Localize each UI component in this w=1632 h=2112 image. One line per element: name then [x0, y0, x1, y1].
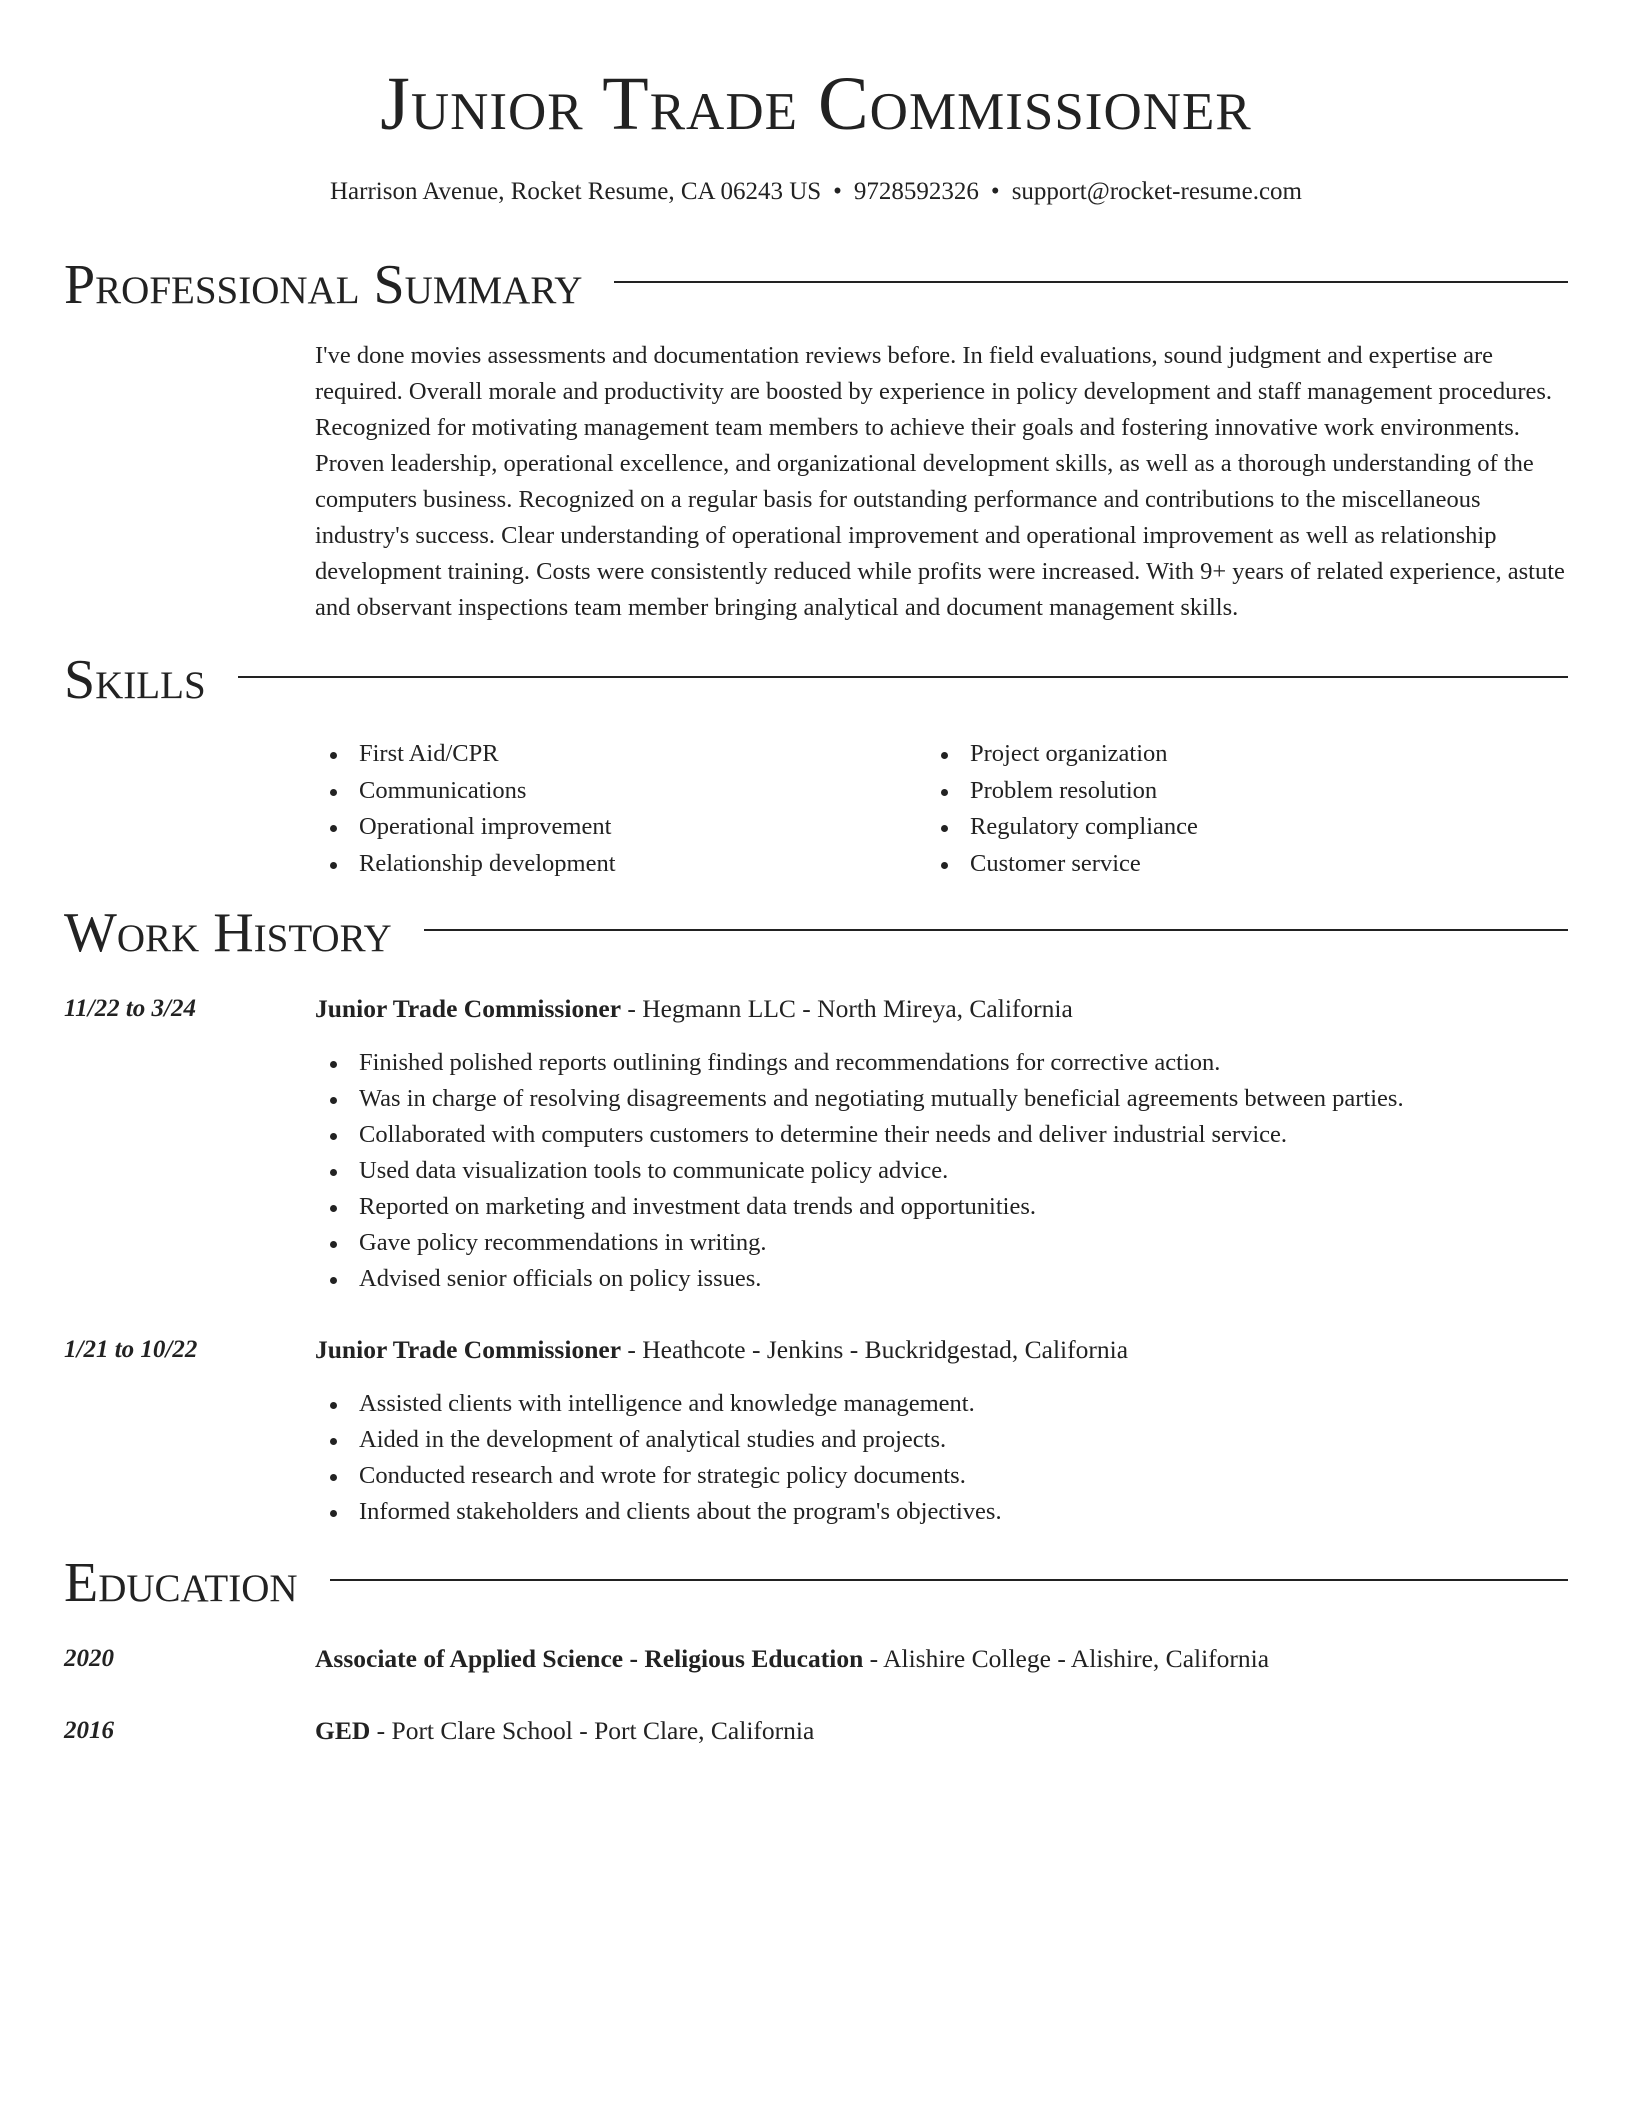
skills-heading: Skills [64, 649, 206, 711]
education-heading: Education [64, 1552, 298, 1614]
skill-item: Relationship development [315, 846, 616, 883]
education-details: - Alishire College - Alishire, California [863, 1644, 1270, 1673]
section-divider [424, 929, 1568, 931]
job-title-line [315, 1333, 1570, 1367]
summary-section-heading [64, 250, 1568, 320]
summary-heading: Professional Summary [64, 254, 583, 316]
work-heading: Work History [64, 902, 392, 964]
section-divider [330, 1579, 1568, 1581]
job-bullets [315, 1045, 1570, 1297]
skills-list-left [315, 736, 616, 882]
job-role: Junior Trade Commissioner [315, 1335, 622, 1364]
skill-item: Operational improvement [315, 809, 616, 846]
summary-text: I've done movies assessments and documentation reviews before. In field evaluations, sound judgment and expertise are required. Overall morale and productivity are boosted by experience in policy development and staff management procedures. Recognized for motivating management team members to achieve their goals and fostering innovative work environments. Proven leadership, operational excellence, and organizational development skills, as well as a thorough understanding of the computers business. Recognized on a regular basis for outstanding performance and contributions to the miscellaneous industry's success. Clear understanding of operational improvement and operational improvement as well as relationship development training. Costs were consistently reduced while profits were increased. With 9+ years of related experience, astute and observant inspections team member bringing analytical and document management skills. [315, 342, 1565, 621]
education-year: 2016 [64, 1717, 114, 1744]
contact-separator: • [990, 178, 1000, 205]
job-bullet: Reported on marketing and investment data trends and opportunities. [315, 1189, 1570, 1225]
job-bullet: Finished polished reports outlining findings and recommendations for corrective action. [315, 1045, 1570, 1081]
section-divider [238, 676, 1568, 678]
education-line [315, 1714, 1570, 1748]
skill-item: Project organization [926, 736, 1198, 773]
skill-item: Regulatory compliance [926, 809, 1198, 846]
contact-line [0, 176, 1632, 208]
job-details: - Hegmann LLC - North Mireya, California [621, 994, 1073, 1023]
skills-section-heading [64, 645, 1568, 715]
section-divider [614, 281, 1568, 283]
job-bullet: Was in charge of resolving disagreements and negotiating mutually beneficial agreements between parties. [315, 1081, 1570, 1117]
education-details: - Port Clare School - Port Clare, California [370, 1716, 815, 1745]
contact-email: support@rocket-resume.com [1011, 178, 1302, 205]
job-bullet: Informed stakeholders and clients about the program's objectives. [315, 1494, 1570, 1530]
education-degree: GED [315, 1716, 371, 1745]
skill-item: Problem resolution [926, 773, 1198, 810]
education-year: 2020 [64, 1645, 114, 1672]
skills-list-right [926, 736, 1198, 882]
skill-item: Customer service [926, 846, 1198, 883]
contact-address: Harrison Avenue, Rocket Resume, CA 06243 US [330, 178, 822, 205]
resume-name: Junior Trade Commissioner [380, 62, 1252, 146]
education-degree: Associate of Applied Science - Religious Education [315, 1644, 864, 1673]
job-bullet: Advised senior officials on policy issues. [315, 1261, 1570, 1297]
education-line [315, 1642, 1570, 1676]
job-bullets [315, 1386, 1570, 1530]
skill-item: Communications [315, 773, 616, 810]
job-dates: 1/21 to 10/22 [64, 1336, 198, 1363]
skill-item: First Aid/CPR [315, 736, 616, 773]
job-bullet: Used data visualization tools to communicate policy advice. [315, 1153, 1570, 1189]
contact-phone: 9728592326 [853, 178, 979, 205]
contact-separator: • [833, 178, 842, 205]
job-title-line [315, 992, 1570, 1026]
job-dates: 11/22 to 3/24 [64, 995, 196, 1022]
work-section-heading [64, 898, 1568, 968]
job-details: - Heathcote - Jenkins - Buckridgestad, California [621, 1335, 1129, 1364]
job-bullet: Aided in the development of analytical studies and projects. [315, 1422, 1570, 1458]
job-bullet: Gave policy recommendations in writing. [315, 1225, 1570, 1261]
job-bullet: Conducted research and wrote for strategic policy documents. [315, 1458, 1570, 1494]
education-section-heading [64, 1548, 1568, 1618]
job-bullet: Assisted clients with intelligence and knowledge management. [315, 1386, 1570, 1422]
job-role: Junior Trade Commissioner [315, 994, 622, 1023]
job-bullet: Collaborated with computers customers to determine their needs and deliver industrial service. [315, 1117, 1570, 1153]
